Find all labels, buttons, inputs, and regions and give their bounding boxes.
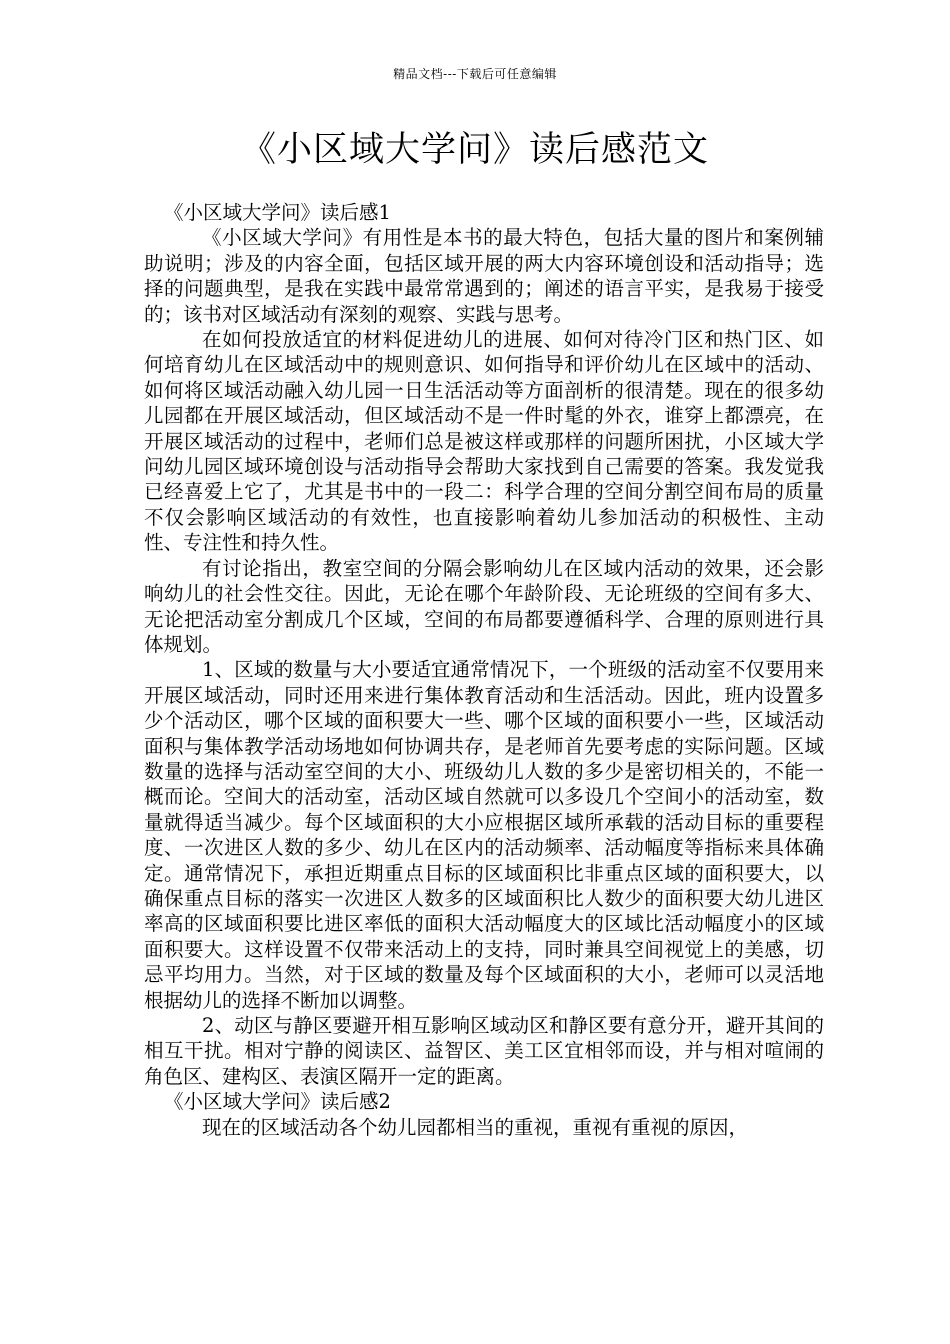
- header-note: 精品文档---下载后可任意编辑: [393, 67, 557, 81]
- document-title: 《小区域大学问》读后感范文: [240, 130, 709, 170]
- section-heading-2: 《小区域大学问》读后感2: [164, 1090, 391, 1114]
- paragraph: 在如何投放适宜的材料促进幼儿的进展、如何对待冷门区和热门区、如何培育幼儿在区域活动中的规则意识、如何指导和评价幼儿在区域中的活动、如何将区域活动融入幼儿园一日生活活动等方面剖析的很清楚。现在的很多幼儿园都在开展区域活动，但区域活动不是一件时髦的外衣，谁穿上都漂亮，在开展区域活动的过程中，老师们总是被这样或那样的问题所困扰，小区域大学问幼儿园区域环境创设与活动指导会帮助大家找到自己需要的答案。我发觉我已经喜爱上它了，尤其是书中的一段二：科学合理的空间分割空间布局的质量不仅会影响区域活动的有效性，也直接影响着幼儿参加活动的积极性、主动性、专注性和持久性。: [144, 328, 824, 555]
- paragraph: 2、动区与静区要避开相互影响区域动区和静区要有意分开，避开其间的相互干扰。相对宁静的阅读区、益智区、美工区宜相邻而设，并与相对喧闹的角色区、建构区、表演区隔开一定的距离。: [144, 1014, 824, 1088]
- section-heading-1: 《小区域大学问》读后感1: [164, 201, 391, 224]
- paragraph: 有讨论指出，教室空间的分隔会影响幼儿在区域内活动的效果，还会影响幼儿的社会性交往。因此，无论在哪个年龄阶段、无论班级的空间有多大、无论把活动室分割成几个区域，空间的布局都要遵循科学、合理的原则进行具体规划。: [144, 556, 824, 656]
- document-body: [144, 200, 824, 1140]
- paragraph: 《小区域大学问》有用性是本书的最大特色，包括大量的图片和案例辅助说明；涉及的内容全面，包括区域开展的两大内容环境创设和活动指导；选择的问题典型，是我在实践中最常常遇到的；阐述的语言平实，是我易于接受的；该书对区域活动有深刻的观察、实践与思考。: [144, 226, 824, 326]
- paragraph: 现在的区域活动各个幼儿园都相当的重视，重视有重视的原因，: [202, 1115, 749, 1139]
- paragraph: 1、区域的数量与大小要适宜通常情况下，一个班级的活动室不仅要用来开展区域活动，同时还用来进行集体教育活动和生活活动。因此，班内设置多少个活动区，哪个区域的面积要大一些、哪个区域的面积要小一些，区域活动面积与集体教学活动场地如何协调共存，是老师首先要考虑的实际问题。区域数量的选择与活动室空间的大小、班级幼儿人数的多少是密切相关的，不能一概而论。空间大的活动室，活动区域自然就可以多设几个空间小的活动室，数量就得适当减少。每个区域面积的大小应根据区域所承载的活动目标的重要程度、一次进区人数的多少、幼儿在区内的活动频率、活动幅度等指标来具体确定。通常情况下，承担近期重点目标的区域面积比非重点区域的面积要大，以确保重点目标的落实一次进区人数多的区域面积比人数少的面积要大幼儿进区率高的区域面积要比进区率低的面积大活动幅度大的区域比活动幅度小的区域面积要大。这样设置不仅带来活动上的支持，同时兼具空间视觉上的美感，切忌平均用力。当然，对于区域的数量及每个区域面积的大小，老师可以灵活地根据幼儿的选择不断加以调整。: [144, 658, 824, 1012]
